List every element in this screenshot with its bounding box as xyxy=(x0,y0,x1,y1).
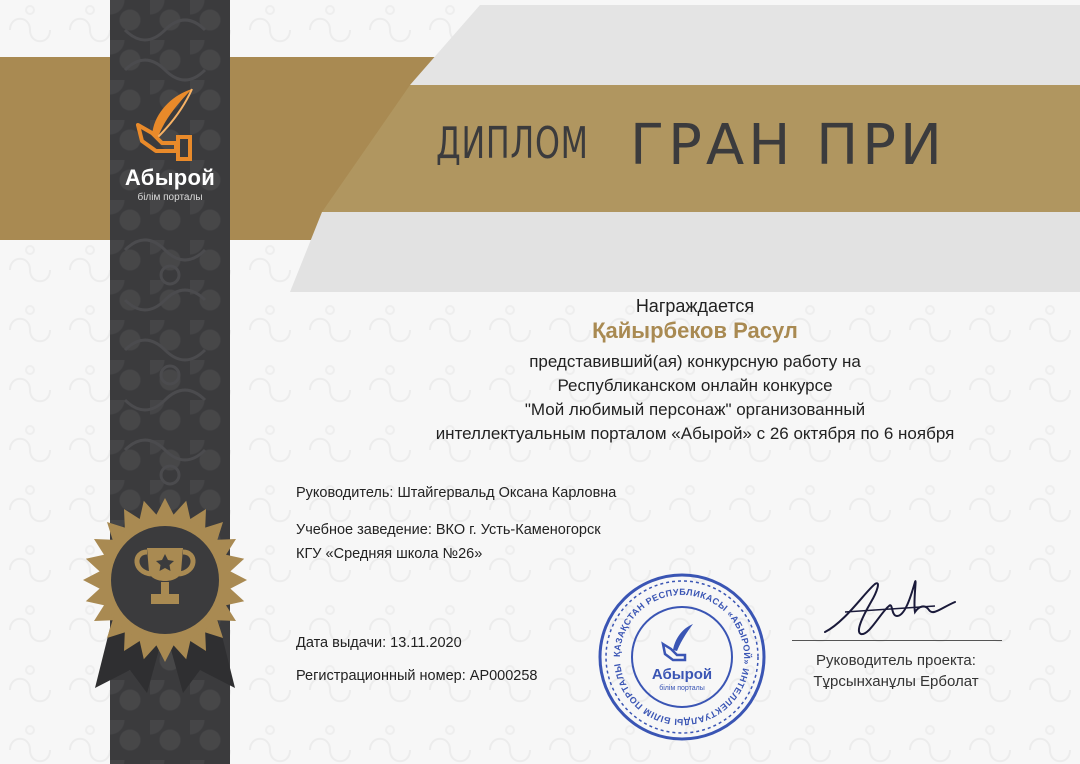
description-line: представивший(ая) конкурсную работу на xyxy=(529,352,861,371)
title-grand-prix: ГРАН ПРИ xyxy=(630,113,946,178)
supervisor: Руководитель: Штайгервальд Оксана Карловна xyxy=(296,485,617,501)
signature-line xyxy=(792,640,1002,641)
description-line: интеллектуальным порталом «Абырой» с 26 октября по 6 ноября xyxy=(435,424,955,443)
description-line: Республиканском онлайн конкурсе xyxy=(557,376,833,395)
stamp-ring-text: ҚАЗАҚСТАН РЕСПУБЛИКАСЫ «АБЫРОЙ» ИНТЕЛЛЕКТУАЛДЫ БІЛІМ ПОРТАЛЫ xyxy=(611,586,753,728)
quill-hand-icon xyxy=(132,85,208,163)
recipient-name: Қайырбеков Расул xyxy=(592,318,798,343)
title-diploma: ДИПЛОМ xyxy=(436,118,589,169)
award-medal xyxy=(75,488,255,698)
stamp-seal xyxy=(597,572,767,742)
institution-line-1: Учебное заведение: ВКО г. Усть-Каменогорск xyxy=(296,522,601,538)
stamp-subtitle: білім порталы xyxy=(659,685,705,692)
issue-date: Дата выдачи: 13.11.2020 xyxy=(296,635,462,651)
project-lead-name: Тұрсынханұлы Ерболат xyxy=(813,673,979,690)
registration-number: Регистрационный номер: AP000258 xyxy=(296,668,538,684)
awarded-label: Награждается xyxy=(635,296,755,316)
logo-subtitle: білім порталы xyxy=(137,192,203,203)
description-line: "Мой любимый персонаж" организованный xyxy=(524,400,866,419)
logo xyxy=(110,85,230,203)
logo-name: Абырой xyxy=(124,165,216,190)
institution-line-2: КГУ «Средняя школа №26» xyxy=(296,546,483,562)
project-lead xyxy=(790,650,1002,692)
stamp-name: Абырой xyxy=(651,666,713,683)
project-lead-role: Руководитель проекта: xyxy=(816,652,976,669)
description xyxy=(320,350,1070,446)
signature xyxy=(815,572,975,647)
